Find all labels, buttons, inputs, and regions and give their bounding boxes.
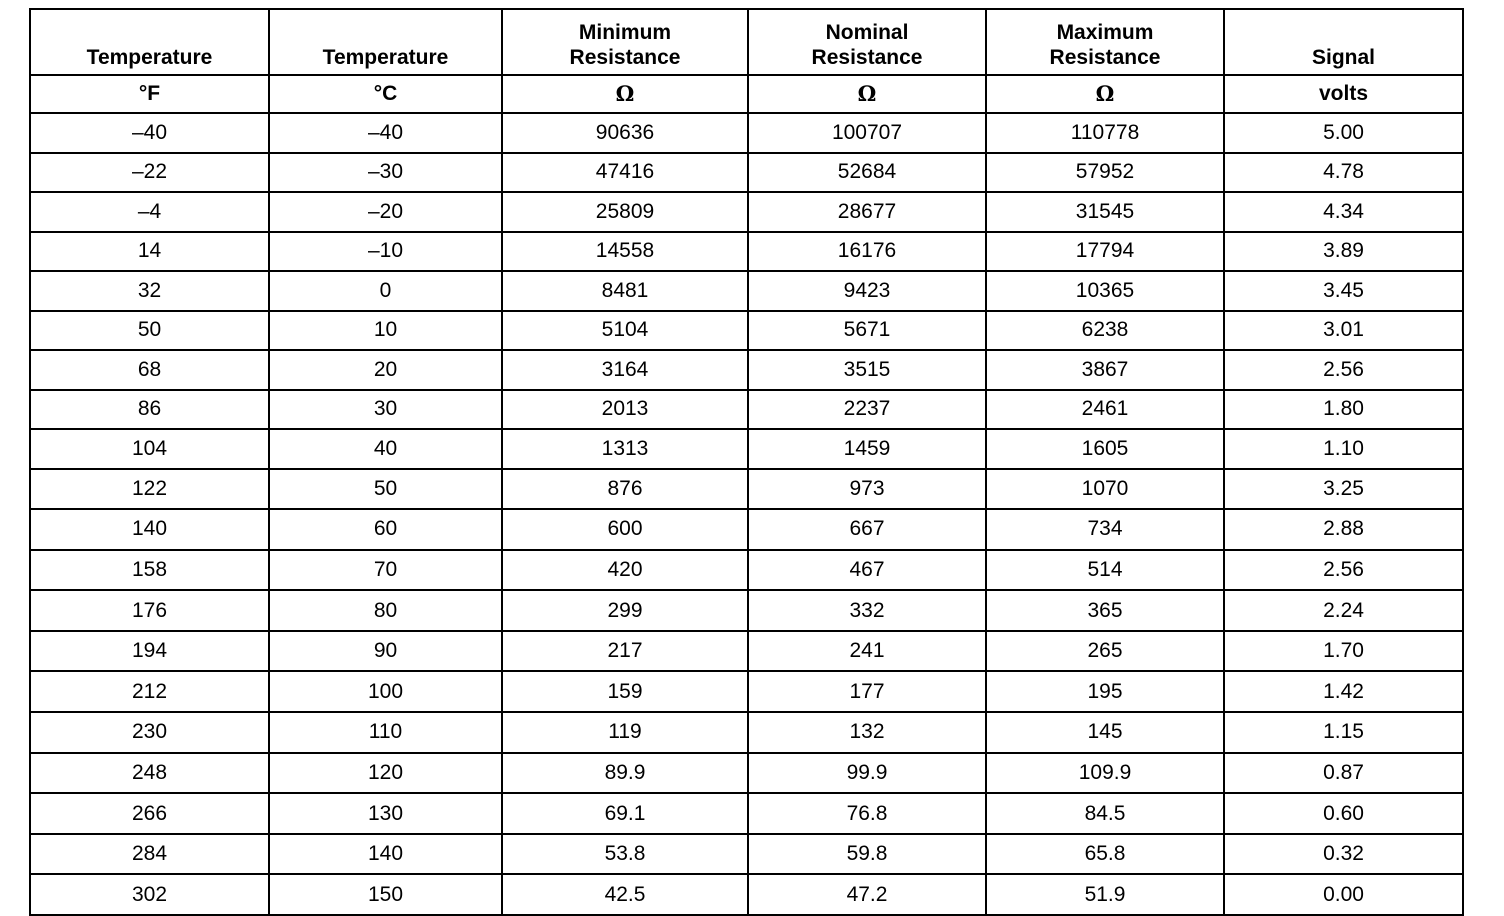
cell-nominal-resistance: 332 <box>748 590 986 631</box>
cell-temp-f: 104 <box>30 429 269 469</box>
cell-temp-c: –40 <box>269 113 502 153</box>
cell-max-resistance: 145 <box>986 712 1224 753</box>
cell-min-resistance: 25809 <box>502 192 748 232</box>
cell-temp-f: 212 <box>30 671 269 712</box>
cell-nominal-resistance: 47.2 <box>748 874 986 915</box>
unit-ohm-nominal: Ω <box>748 75 986 113</box>
cell-min-resistance: 1313 <box>502 429 748 469</box>
cell-temp-f: –4 <box>30 192 269 232</box>
header-temperature-c <box>269 9 502 75</box>
cell-nominal-resistance: 973 <box>748 469 986 510</box>
table-row <box>30 469 1463 510</box>
header-temperature-f <box>30 9 269 75</box>
cell-max-resistance: 10365 <box>986 271 1224 311</box>
unit-ohm-max: Ω <box>986 75 1224 113</box>
table-row <box>30 390 1463 430</box>
cell-temp-f: 176 <box>30 590 269 631</box>
table-row <box>30 712 1463 753</box>
table-row <box>30 429 1463 469</box>
cell-min-resistance: 90636 <box>502 113 748 153</box>
cell-temp-f: 230 <box>30 712 269 753</box>
cell-nominal-resistance: 100707 <box>748 113 986 153</box>
cell-max-resistance: 3867 <box>986 350 1224 390</box>
cell-max-resistance: 365 <box>986 590 1224 631</box>
table-row <box>30 874 1463 915</box>
cell-max-resistance: 65.8 <box>986 834 1224 875</box>
cell-temp-c: 50 <box>269 469 502 510</box>
table-row <box>30 113 1463 153</box>
cell-temp-f: 140 <box>30 509 269 550</box>
cell-nominal-resistance: 667 <box>748 509 986 550</box>
cell-temp-f: 266 <box>30 793 269 834</box>
header-label: Temperature <box>86 46 213 69</box>
cell-nominal-resistance: 59.8 <box>748 834 986 875</box>
sensor-resistance-table <box>29 8 1464 916</box>
cell-nominal-resistance: 52684 <box>748 153 986 193</box>
cell-temp-c: 80 <box>269 590 502 631</box>
table-row <box>30 509 1463 550</box>
unit-volts: volts <box>1224 75 1463 113</box>
cell-temp-c: 140 <box>269 834 502 875</box>
cell-temp-c: 130 <box>269 793 502 834</box>
header-maximum-resistance <box>986 9 1224 75</box>
cell-temp-c: 150 <box>269 874 502 915</box>
cell-signal: 3.01 <box>1224 311 1463 351</box>
header-row <box>30 9 1463 75</box>
cell-signal: 3.89 <box>1224 232 1463 272</box>
cell-temp-c: 20 <box>269 350 502 390</box>
table-row <box>30 590 1463 631</box>
cell-signal: 3.25 <box>1224 469 1463 510</box>
cell-max-resistance: 110778 <box>986 113 1224 153</box>
cell-min-resistance: 69.1 <box>502 793 748 834</box>
cell-min-resistance: 299 <box>502 590 748 631</box>
cell-nominal-resistance: 28677 <box>748 192 986 232</box>
table-body <box>30 113 1463 915</box>
cell-min-resistance: 14558 <box>502 232 748 272</box>
cell-nominal-resistance: 241 <box>748 631 986 672</box>
cell-temp-f: 86 <box>30 390 269 430</box>
cell-nominal-resistance: 99.9 <box>748 753 986 794</box>
cell-nominal-resistance: 1459 <box>748 429 986 469</box>
cell-temp-c: 120 <box>269 753 502 794</box>
cell-temp-c: –20 <box>269 192 502 232</box>
table-row <box>30 631 1463 672</box>
table-row <box>30 311 1463 351</box>
cell-signal: 1.70 <box>1224 631 1463 672</box>
cell-signal: 4.34 <box>1224 192 1463 232</box>
cell-max-resistance: 195 <box>986 671 1224 712</box>
cell-max-resistance: 1605 <box>986 429 1224 469</box>
cell-max-resistance: 31545 <box>986 192 1224 232</box>
cell-min-resistance: 8481 <box>502 271 748 311</box>
header-label: Nominal Resistance <box>811 21 923 69</box>
cell-nominal-resistance: 76.8 <box>748 793 986 834</box>
cell-temp-c: 30 <box>269 390 502 430</box>
cell-signal: 2.56 <box>1224 350 1463 390</box>
cell-signal: 0.32 <box>1224 834 1463 875</box>
table-row <box>30 350 1463 390</box>
cell-max-resistance: 84.5 <box>986 793 1224 834</box>
cell-temp-f: 50 <box>30 311 269 351</box>
table-row <box>30 834 1463 875</box>
cell-max-resistance: 1070 <box>986 469 1224 510</box>
cell-signal: 0.00 <box>1224 874 1463 915</box>
cell-max-resistance: 514 <box>986 550 1224 591</box>
header-label: Signal <box>1311 46 1375 69</box>
cell-max-resistance: 51.9 <box>986 874 1224 915</box>
cell-temp-c: –10 <box>269 232 502 272</box>
cell-temp-f: 32 <box>30 271 269 311</box>
unit-row <box>30 75 1463 113</box>
cell-max-resistance: 265 <box>986 631 1224 672</box>
cell-nominal-resistance: 467 <box>748 550 986 591</box>
cell-signal: 1.10 <box>1224 429 1463 469</box>
cell-temp-f: 14 <box>30 232 269 272</box>
header-nominal-resistance <box>748 9 986 75</box>
cell-temp-f: –22 <box>30 153 269 193</box>
cell-signal: 1.15 <box>1224 712 1463 753</box>
table-row <box>30 232 1463 272</box>
cell-signal: 4.78 <box>1224 153 1463 193</box>
cell-temp-f: 122 <box>30 469 269 510</box>
cell-temp-f: –40 <box>30 113 269 153</box>
table-row <box>30 671 1463 712</box>
cell-temp-c: 10 <box>269 311 502 351</box>
cell-max-resistance: 17794 <box>986 232 1224 272</box>
cell-temp-f: 68 <box>30 350 269 390</box>
cell-min-resistance: 3164 <box>502 350 748 390</box>
table-row <box>30 153 1463 193</box>
cell-signal: 1.42 <box>1224 671 1463 712</box>
unit-ohm-min: Ω <box>502 75 748 113</box>
cell-min-resistance: 42.5 <box>502 874 748 915</box>
cell-signal: 2.56 <box>1224 550 1463 591</box>
cell-temp-f: 284 <box>30 834 269 875</box>
cell-min-resistance: 89.9 <box>502 753 748 794</box>
cell-min-resistance: 159 <box>502 671 748 712</box>
table-row <box>30 753 1463 794</box>
header-label: Minimum Resistance <box>569 21 681 69</box>
unit-celsius: °C <box>269 75 502 113</box>
cell-temp-f: 194 <box>30 631 269 672</box>
cell-temp-c: 110 <box>269 712 502 753</box>
table-row <box>30 192 1463 232</box>
cell-temp-c: 40 <box>269 429 502 469</box>
cell-temp-c: 90 <box>269 631 502 672</box>
cell-max-resistance: 109.9 <box>986 753 1224 794</box>
cell-max-resistance: 2461 <box>986 390 1224 430</box>
cell-temp-f: 248 <box>30 753 269 794</box>
cell-min-resistance: 53.8 <box>502 834 748 875</box>
cell-nominal-resistance: 2237 <box>748 390 986 430</box>
cell-min-resistance: 420 <box>502 550 748 591</box>
cell-temp-c: 0 <box>269 271 502 311</box>
cell-signal: 5.00 <box>1224 113 1463 153</box>
cell-nominal-resistance: 177 <box>748 671 986 712</box>
cell-min-resistance: 217 <box>502 631 748 672</box>
cell-min-resistance: 119 <box>502 712 748 753</box>
cell-signal: 2.88 <box>1224 509 1463 550</box>
cell-max-resistance: 6238 <box>986 311 1224 351</box>
cell-temp-c: 60 <box>269 509 502 550</box>
cell-max-resistance: 734 <box>986 509 1224 550</box>
cell-min-resistance: 5104 <box>502 311 748 351</box>
header-signal <box>1224 9 1463 75</box>
cell-temp-f: 302 <box>30 874 269 915</box>
cell-signal: 2.24 <box>1224 590 1463 631</box>
table-row <box>30 550 1463 591</box>
unit-fahrenheit: °F <box>30 75 269 113</box>
table-row <box>30 271 1463 311</box>
cell-nominal-resistance: 16176 <box>748 232 986 272</box>
cell-nominal-resistance: 3515 <box>748 350 986 390</box>
cell-max-resistance: 57952 <box>986 153 1224 193</box>
cell-signal: 3.45 <box>1224 271 1463 311</box>
cell-temp-c: 70 <box>269 550 502 591</box>
cell-signal: 1.80 <box>1224 390 1463 430</box>
header-minimum-resistance <box>502 9 748 75</box>
table-row <box>30 793 1463 834</box>
cell-min-resistance: 600 <box>502 509 748 550</box>
header-label: Maximum Resistance <box>1049 21 1161 69</box>
cell-temp-f: 158 <box>30 550 269 591</box>
cell-nominal-resistance: 5671 <box>748 311 986 351</box>
cell-signal: 0.87 <box>1224 753 1463 794</box>
cell-temp-c: –30 <box>269 153 502 193</box>
cell-min-resistance: 876 <box>502 469 748 510</box>
cell-signal: 0.60 <box>1224 793 1463 834</box>
cell-nominal-resistance: 132 <box>748 712 986 753</box>
cell-min-resistance: 2013 <box>502 390 748 430</box>
cell-min-resistance: 47416 <box>502 153 748 193</box>
cell-temp-c: 100 <box>269 671 502 712</box>
cell-nominal-resistance: 9423 <box>748 271 986 311</box>
header-label: Temperature <box>322 46 449 69</box>
